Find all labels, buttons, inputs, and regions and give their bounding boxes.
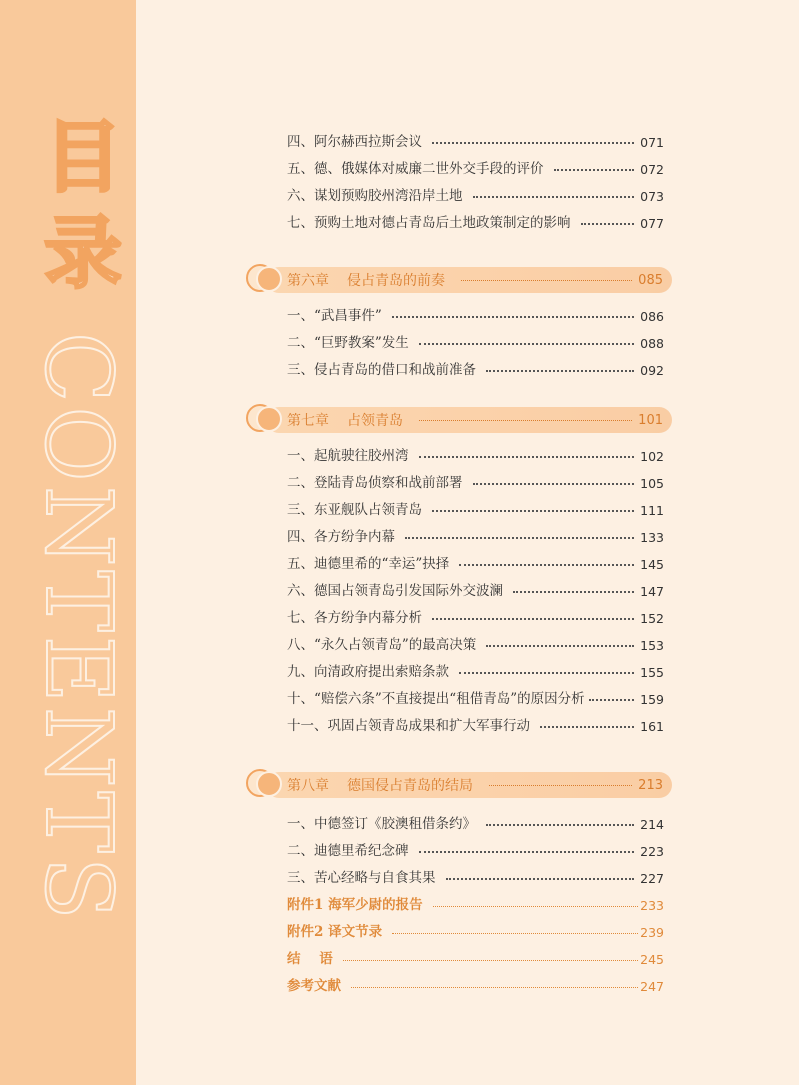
toc-appendix-entry[interactable]: 附件2 译文节录 239 <box>287 924 664 940</box>
toc-entry[interactable]: 一、“武昌事件” 086 <box>287 308 664 324</box>
toc-entry[interactable]: 五、迪德里希的“幸运”抉择 145 <box>287 556 664 572</box>
chapter-heading[interactable]: 第七章 占领青岛 101 <box>246 404 672 434</box>
toc-entry[interactable]: 四、各方纷争内幕 133 <box>287 529 664 545</box>
toc-appendix-entry[interactable]: 附件1 海军少尉的报告 233 <box>287 897 664 913</box>
contents-title-en: CONTENTS <box>25 332 132 924</box>
toc-entry[interactable]: 九、向清政府提出索赔条款 155 <box>287 664 664 680</box>
toc-entry[interactable]: 四、阿尔赫西拉斯会议 071 <box>287 134 664 150</box>
toc-entry[interactable]: 十、“赔偿六条”不直接提出“租借青岛”的原因分析 159 <box>287 691 664 707</box>
toc-entry[interactable]: 三、苦心经略与自食其果 227 <box>287 870 664 886</box>
toc-entry[interactable]: 一、中德签订《胶澳租借条约》 214 <box>287 816 664 832</box>
toc-entry[interactable]: 五、德、俄媒体对威廉二世外交手段的评价 072 <box>287 161 664 177</box>
toc-entry[interactable]: 六、谋划预购胶州湾沿岸土地 073 <box>287 188 664 204</box>
toc-entry[interactable]: 一、起航驶往胶州湾 102 <box>287 448 664 464</box>
circle-icon <box>256 771 282 797</box>
toc-entry[interactable]: 十一、巩固占领青岛成果和扩大军事行动 161 <box>287 718 664 734</box>
toc-entry[interactable]: 八、“永久占领青岛”的最高决策 153 <box>287 637 664 653</box>
toc-entry[interactable]: 二、“巨野教案”发生 088 <box>287 335 664 351</box>
toc-entry[interactable]: 六、德国占领青岛引发国际外交波澜 147 <box>287 583 664 599</box>
toc-entry[interactable]: 七、各方纷争内幕分析 152 <box>287 610 664 626</box>
toc-entry[interactable]: 二、迪德里希纪念碑 223 <box>287 843 664 859</box>
toc-appendix-entry[interactable]: 参考文献 247 <box>287 978 664 994</box>
contents-title-cn: 目录 <box>43 113 122 299</box>
toc-entry[interactable]: 三、东亚舰队占领青岛 111 <box>287 502 664 518</box>
circle-icon <box>256 406 282 432</box>
chapter-heading[interactable]: 第六章 侵占青岛的前奏 085 <box>246 264 672 294</box>
chapter-heading[interactable]: 第八章 德国侵占青岛的结局 213 <box>246 769 672 799</box>
toc-entry[interactable]: 七、预购土地对德占青岛后土地政策制定的影响 077 <box>287 215 664 231</box>
toc-appendix-entry[interactable]: 结 语 245 <box>287 951 664 967</box>
circle-icon <box>256 266 282 292</box>
toc-entry[interactable]: 二、登陆青岛侦察和战前部署 105 <box>287 475 664 491</box>
toc-entry[interactable]: 三、侵占青岛的借口和战前准备 092 <box>287 362 664 378</box>
